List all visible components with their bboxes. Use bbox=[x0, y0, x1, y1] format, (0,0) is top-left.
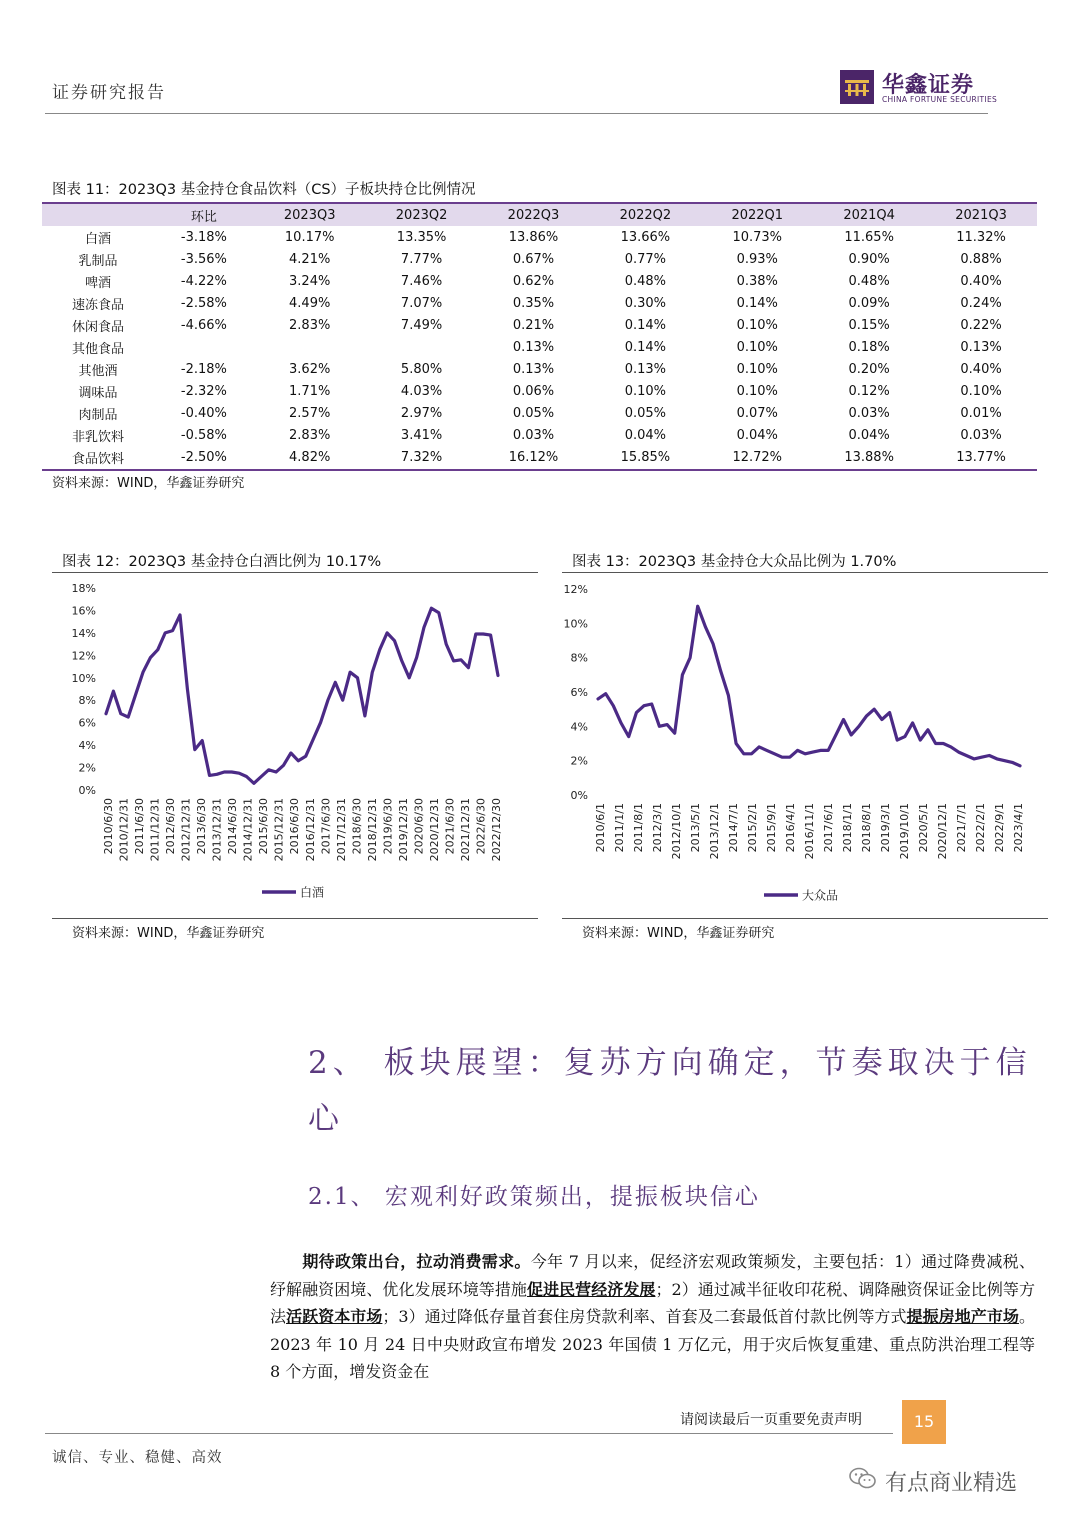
table-cell: 7.07% bbox=[400, 295, 443, 311]
x-tick-label: 2018/12/31 bbox=[365, 798, 379, 862]
table-cell: 0.24% bbox=[960, 295, 1002, 311]
x-tick-label: 2020/12/31 bbox=[427, 798, 441, 862]
x-tick-label: 2020/12/1 bbox=[936, 803, 949, 860]
chart12-title: 图表 12：2023Q3 基金持仓白酒比例为 10.17% bbox=[62, 554, 382, 570]
series-line bbox=[106, 608, 498, 783]
x-tick-label: 2018/1/1 bbox=[841, 803, 854, 853]
footer-divider bbox=[45, 1433, 893, 1434]
table-cell: 3.62% bbox=[289, 362, 331, 378]
table-cell: 2.83% bbox=[289, 317, 331, 333]
table-header-cell: 2022Q3 bbox=[478, 203, 590, 226]
table-cell: 0.10% bbox=[736, 317, 778, 333]
logo-icon bbox=[840, 70, 874, 104]
report-title: 证券研究报告 bbox=[52, 83, 166, 103]
table-cell: 0.04% bbox=[848, 428, 890, 444]
y-tick-label: 12% bbox=[563, 583, 588, 596]
table-cell: 13.88% bbox=[813, 447, 925, 470]
x-tick-label: 2019/12/31 bbox=[396, 798, 410, 862]
x-tick-label: 2010/12/31 bbox=[117, 798, 131, 862]
table-row bbox=[42, 403, 1037, 425]
x-tick-label: 2016/6/30 bbox=[288, 798, 302, 855]
x-tick-label: 2020/5/1 bbox=[917, 803, 930, 853]
table-cell: 0.03% bbox=[848, 406, 890, 422]
x-tick-label: 2016/4/1 bbox=[784, 803, 797, 853]
x-tick-label: 2011/12/31 bbox=[148, 798, 162, 862]
table-cell: 0.18% bbox=[848, 340, 890, 356]
table-cell: 0.48% bbox=[624, 273, 667, 289]
table-cell: 0.35% bbox=[512, 295, 555, 311]
legend-label: 白酒 bbox=[300, 885, 325, 900]
chart13 bbox=[562, 576, 1048, 916]
table-cell: -0.58% bbox=[180, 428, 227, 444]
table-cell: 0.90% bbox=[848, 251, 890, 267]
x-tick-label: 2016/12/31 bbox=[303, 798, 317, 862]
table-cell: 7.77% bbox=[400, 251, 443, 267]
x-tick-label: 2019/10/1 bbox=[898, 803, 911, 860]
row-label: 啤酒 bbox=[84, 275, 111, 291]
x-tick-label: 2018/6/30 bbox=[350, 798, 364, 855]
x-tick-label: 2013/12/1 bbox=[708, 803, 721, 860]
table-header-cell: 2023Q2 bbox=[366, 203, 478, 226]
table-cell: 0.10% bbox=[736, 384, 778, 400]
y-tick-label: 4% bbox=[570, 720, 588, 734]
table-cell: 0.30% bbox=[624, 295, 667, 311]
para-text-4: 。2023 年 10 月 24 日中央财政宣布增发 2023 年国债 1 万亿元，用于灾后恢复重建、重点防洪治理工程等 8 个方面，增发资金在 bbox=[270, 1307, 1035, 1381]
table-cell: 5.80% bbox=[400, 362, 443, 378]
table-cell: 0.93% bbox=[736, 251, 778, 267]
table-header-cell bbox=[42, 203, 154, 226]
x-tick-label: 2012/12/31 bbox=[179, 798, 193, 862]
table-cell: 13.77% bbox=[925, 447, 1037, 470]
footer-motto: 诚信、专业、稳健、高效 bbox=[52, 1450, 223, 1466]
table-cell: 0.12% bbox=[848, 384, 890, 400]
table-cell: 0.62% bbox=[512, 273, 555, 289]
table-cell: 10.73% bbox=[732, 229, 783, 245]
table-cell: 3.41% bbox=[400, 428, 443, 444]
x-tick-label: 2021/12/31 bbox=[458, 798, 472, 862]
y-tick-label: 2% bbox=[570, 754, 588, 768]
table-cell: 4.03% bbox=[400, 384, 443, 400]
table-header-cell: 2022Q2 bbox=[589, 203, 701, 226]
y-tick-label: 8% bbox=[570, 651, 588, 665]
row-label: 其他食品 bbox=[71, 342, 124, 358]
table-cell: -3.56% bbox=[180, 251, 227, 267]
table-cell: 0.21% bbox=[512, 317, 555, 333]
table-cell: 12.72% bbox=[701, 447, 813, 470]
table11 bbox=[42, 202, 1037, 471]
table-cell: 0.01% bbox=[960, 406, 1002, 422]
x-tick-label: 2022/2/1 bbox=[974, 803, 987, 853]
series-line bbox=[598, 606, 1020, 766]
x-tick-label: 2013/12/31 bbox=[210, 798, 224, 862]
table-cell: 0.03% bbox=[512, 428, 555, 444]
row-label: 速冻食品 bbox=[71, 297, 124, 313]
x-tick-label: 2014/6/30 bbox=[226, 798, 240, 855]
logo-text-en: CHINA FORTUNE SECURITIES bbox=[882, 95, 998, 104]
table-cell: 0.38% bbox=[736, 273, 778, 289]
x-tick-label: 2019/6/30 bbox=[381, 798, 395, 855]
x-tick-label: 2022/9/1 bbox=[993, 803, 1006, 853]
table-cell: 0.40% bbox=[960, 273, 1002, 289]
table-cell: 7.49% bbox=[400, 317, 443, 333]
chart12-bottom-rule bbox=[52, 918, 538, 919]
x-tick-label: 2023/4/1 bbox=[1012, 803, 1025, 853]
x-tick-label: 2017/6/1 bbox=[822, 803, 835, 853]
table-cell: 0.22% bbox=[960, 317, 1002, 333]
x-tick-label: 2015/2/1 bbox=[746, 803, 759, 853]
table-cell: -2.50% bbox=[154, 447, 254, 470]
table-cell: 2.83% bbox=[289, 428, 331, 444]
x-tick-label: 2018/8/1 bbox=[860, 803, 873, 853]
table-cell: 13.66% bbox=[620, 229, 671, 245]
para-text-1: 今年 7 月以来，促经济宏观政策频发，主要包括：1）通过降费减税、纾解融资困境、优化发展环境等措施 bbox=[270, 1252, 1035, 1299]
chart13-bottom-rule bbox=[562, 918, 1048, 919]
y-tick-label: 10% bbox=[71, 671, 96, 685]
table-cell: -2.32% bbox=[180, 384, 227, 400]
x-tick-label: 2011/8/1 bbox=[632, 803, 645, 853]
y-tick-label: 4% bbox=[78, 739, 96, 753]
table-header-cell: 2021Q3 bbox=[925, 203, 1037, 226]
logo-text-cn: 华鑫证券 bbox=[882, 73, 975, 98]
table-cell: 0.14% bbox=[624, 317, 667, 333]
wechat-glyph-icon bbox=[848, 1466, 878, 1492]
y-tick-label: 0% bbox=[570, 789, 588, 802]
chart12-source: 资料来源：WIND，华鑫证券研究 bbox=[72, 926, 265, 941]
section-heading-2: 2、 板块展望：复苏方向确定，节奏取决于信心 bbox=[308, 1045, 1032, 1137]
table-cell bbox=[254, 336, 366, 358]
row-label: 乳制品 bbox=[78, 253, 118, 269]
page-number: 15 bbox=[902, 1400, 946, 1444]
table-row bbox=[42, 425, 1037, 447]
x-tick-label: 2011/6/30 bbox=[133, 798, 147, 855]
table-cell: 0.13% bbox=[624, 362, 667, 378]
table-cell: 0.88% bbox=[960, 251, 1002, 267]
table-cell: 16.12% bbox=[478, 447, 590, 470]
table-cell: 0.10% bbox=[736, 340, 778, 356]
row-label: 食品饮料 bbox=[42, 447, 154, 470]
x-tick-label: 2016/11/1 bbox=[803, 803, 816, 860]
x-tick-label: 2014/12/31 bbox=[241, 798, 255, 862]
chart13-top-rule bbox=[562, 572, 1048, 573]
x-tick-label: 2022/12/30 bbox=[490, 798, 503, 862]
table-row bbox=[42, 292, 1037, 314]
table-cell: 13.35% bbox=[396, 229, 447, 245]
table-cell: 0.04% bbox=[736, 428, 778, 444]
x-tick-label: 2017/12/31 bbox=[334, 798, 348, 862]
table-cell: 0.04% bbox=[624, 428, 667, 444]
x-tick-label: 2015/9/1 bbox=[765, 803, 778, 853]
disclaimer-note: 请阅读最后一页重要免责声明 bbox=[680, 1412, 862, 1428]
table-cell: 0.13% bbox=[960, 340, 1002, 356]
table-cell: 0.77% bbox=[624, 251, 667, 267]
x-tick-label: 2010/6/30 bbox=[102, 798, 115, 855]
x-tick-label: 2015/12/31 bbox=[272, 798, 286, 862]
table-row bbox=[42, 336, 1037, 358]
row-label: 白酒 bbox=[84, 231, 111, 247]
row-label: 调味品 bbox=[78, 386, 118, 402]
para-emph-3: 提振房地产市场 bbox=[906, 1307, 1019, 1326]
y-tick-label: 14% bbox=[71, 626, 96, 640]
table-cell: 0.15% bbox=[848, 317, 890, 333]
table-row bbox=[42, 381, 1037, 403]
y-tick-label: 12% bbox=[71, 649, 96, 663]
chart13-source: 资料来源：WIND，华鑫证券研究 bbox=[582, 926, 775, 941]
table-row bbox=[42, 226, 1037, 248]
table-cell: 0.10% bbox=[624, 384, 667, 400]
logo-mark-icon bbox=[840, 70, 874, 104]
table-cell bbox=[154, 336, 254, 358]
table-cell: 13.86% bbox=[508, 229, 559, 245]
table-row bbox=[42, 359, 1037, 381]
x-tick-label: 2012/6/30 bbox=[164, 798, 178, 855]
section-heading-2-1: 2.1、 宏观利好政策频出，提振板块信心 bbox=[308, 1184, 760, 1210]
table-cell: 3.24% bbox=[289, 273, 331, 289]
table-cell: 0.14% bbox=[624, 340, 667, 356]
y-tick-label: 18% bbox=[71, 582, 96, 595]
para-lead: 期待政策出台，拉动消费需求。 bbox=[302, 1252, 531, 1271]
x-tick-label: 2015/6/30 bbox=[257, 798, 271, 855]
chart13-title: 图表 13：2023Q3 基金持仓大众品比例为 1.70% bbox=[572, 554, 897, 570]
y-tick-label: 16% bbox=[71, 604, 96, 618]
table-cell: 2.57% bbox=[289, 406, 331, 422]
table-cell: 0.09% bbox=[848, 295, 890, 311]
table-cell: 4.82% bbox=[254, 447, 366, 470]
table-cell: 0.13% bbox=[512, 362, 555, 378]
para-emph-1: 促进民营经济发展 bbox=[526, 1279, 656, 1299]
table-row bbox=[42, 248, 1037, 270]
x-tick-label: 2011/1/1 bbox=[613, 803, 626, 853]
table-cell: 15.85% bbox=[589, 447, 701, 470]
x-tick-label: 2013/5/1 bbox=[689, 803, 702, 853]
table-header-cell: 2022Q1 bbox=[701, 203, 813, 226]
y-tick-label: 6% bbox=[78, 716, 96, 730]
body-paragraph bbox=[270, 1248, 1035, 1386]
table-cell: 7.46% bbox=[400, 273, 443, 289]
row-label: 肉制品 bbox=[78, 408, 118, 424]
y-tick-label: 2% bbox=[78, 761, 96, 775]
x-tick-label: 2014/7/1 bbox=[727, 803, 740, 853]
table-cell: 0.14% bbox=[736, 295, 778, 311]
table-cell: 0.10% bbox=[736, 362, 778, 378]
table-cell: 7.32% bbox=[366, 447, 478, 470]
table-cell: 0.07% bbox=[736, 406, 778, 422]
x-tick-label: 2021/7/1 bbox=[955, 803, 968, 853]
table-row bbox=[42, 270, 1037, 292]
header-divider bbox=[45, 113, 988, 114]
x-tick-label: 2020/6/30 bbox=[412, 798, 426, 855]
table-cell: 0.06% bbox=[512, 384, 555, 400]
table-cell: 0.03% bbox=[960, 428, 1002, 444]
chart12-top-rule bbox=[52, 572, 538, 573]
table-cell: -4.22% bbox=[180, 273, 227, 289]
table-cell: 4.21% bbox=[289, 251, 331, 267]
x-tick-label: 2021/6/30 bbox=[443, 798, 457, 855]
table11-caption: 图表 11：2023Q3 基金持仓食品饮料（CS）子板块持仓比例情况 bbox=[52, 182, 476, 198]
para-emph-2: 活跃资本市场 bbox=[286, 1307, 383, 1326]
legend-label: 大众品 bbox=[802, 888, 839, 903]
wechat-icon bbox=[848, 1466, 878, 1498]
table-cell: -4.66% bbox=[180, 317, 227, 333]
x-tick-label: 2012/10/1 bbox=[670, 803, 683, 860]
table-cell: 10.17% bbox=[284, 229, 335, 245]
table-cell: 0.48% bbox=[848, 273, 890, 289]
table-cell bbox=[366, 336, 478, 358]
x-tick-label: 2012/3/1 bbox=[651, 803, 664, 853]
table-row bbox=[42, 314, 1037, 336]
row-label: 其他酒 bbox=[78, 364, 118, 380]
table-cell: 0.67% bbox=[512, 251, 555, 267]
table-cell: -0.40% bbox=[180, 406, 227, 422]
y-tick-label: 6% bbox=[570, 686, 588, 699]
table-header-cell: 环比 bbox=[154, 203, 254, 226]
table11-source: 资料来源：WIND，华鑫证券研究 bbox=[52, 476, 245, 491]
x-tick-label: 2019/3/1 bbox=[879, 803, 892, 853]
x-tick-label: 2013/6/30 bbox=[195, 798, 209, 855]
table-cell: 4.49% bbox=[289, 295, 331, 311]
table-cell: -2.58% bbox=[180, 295, 227, 311]
para-text-3: ；3）通过降低存量首套住房贷款利率、首套及二套最低首付款比例等方式 bbox=[382, 1307, 907, 1326]
table-cell: 0.13% bbox=[512, 340, 555, 356]
table-header-row bbox=[42, 203, 1037, 226]
watermark-text: 有点商业精选 bbox=[885, 1471, 1018, 1496]
chart12 bbox=[52, 576, 538, 916]
table-cell: 0.05% bbox=[624, 406, 667, 422]
table-header-cell: 2021Q4 bbox=[813, 203, 925, 226]
table-cell: 2.97% bbox=[400, 406, 443, 422]
x-tick-label: 2010/6/1 bbox=[594, 803, 607, 853]
table-header-cell: 2023Q3 bbox=[254, 203, 366, 226]
table-cell: 11.32% bbox=[956, 229, 1006, 245]
table-cell: 1.71% bbox=[289, 384, 331, 400]
table-cell: 0.10% bbox=[960, 384, 1002, 400]
row-label: 非乳饮料 bbox=[71, 430, 124, 446]
table-cell: -2.18% bbox=[180, 362, 227, 378]
y-tick-label: 10% bbox=[563, 617, 588, 631]
table-cell: -3.18% bbox=[180, 229, 227, 245]
x-tick-label: 2017/6/30 bbox=[319, 798, 333, 855]
y-tick-label: 0% bbox=[78, 784, 96, 797]
row-label: 休闲食品 bbox=[71, 319, 124, 335]
y-tick-label: 8% bbox=[78, 694, 96, 708]
table-cell: 11.65% bbox=[844, 229, 894, 245]
table-cell: 0.20% bbox=[848, 362, 890, 378]
table-cell: 0.40% bbox=[960, 362, 1002, 378]
para-text-2: ；2）通过减半征收印花税、调降融资保证金比例等方法 bbox=[270, 1279, 1035, 1326]
table-row bbox=[42, 447, 1037, 470]
x-tick-label: 2022/6/30 bbox=[474, 798, 488, 855]
table-cell: 0.05% bbox=[512, 406, 555, 422]
